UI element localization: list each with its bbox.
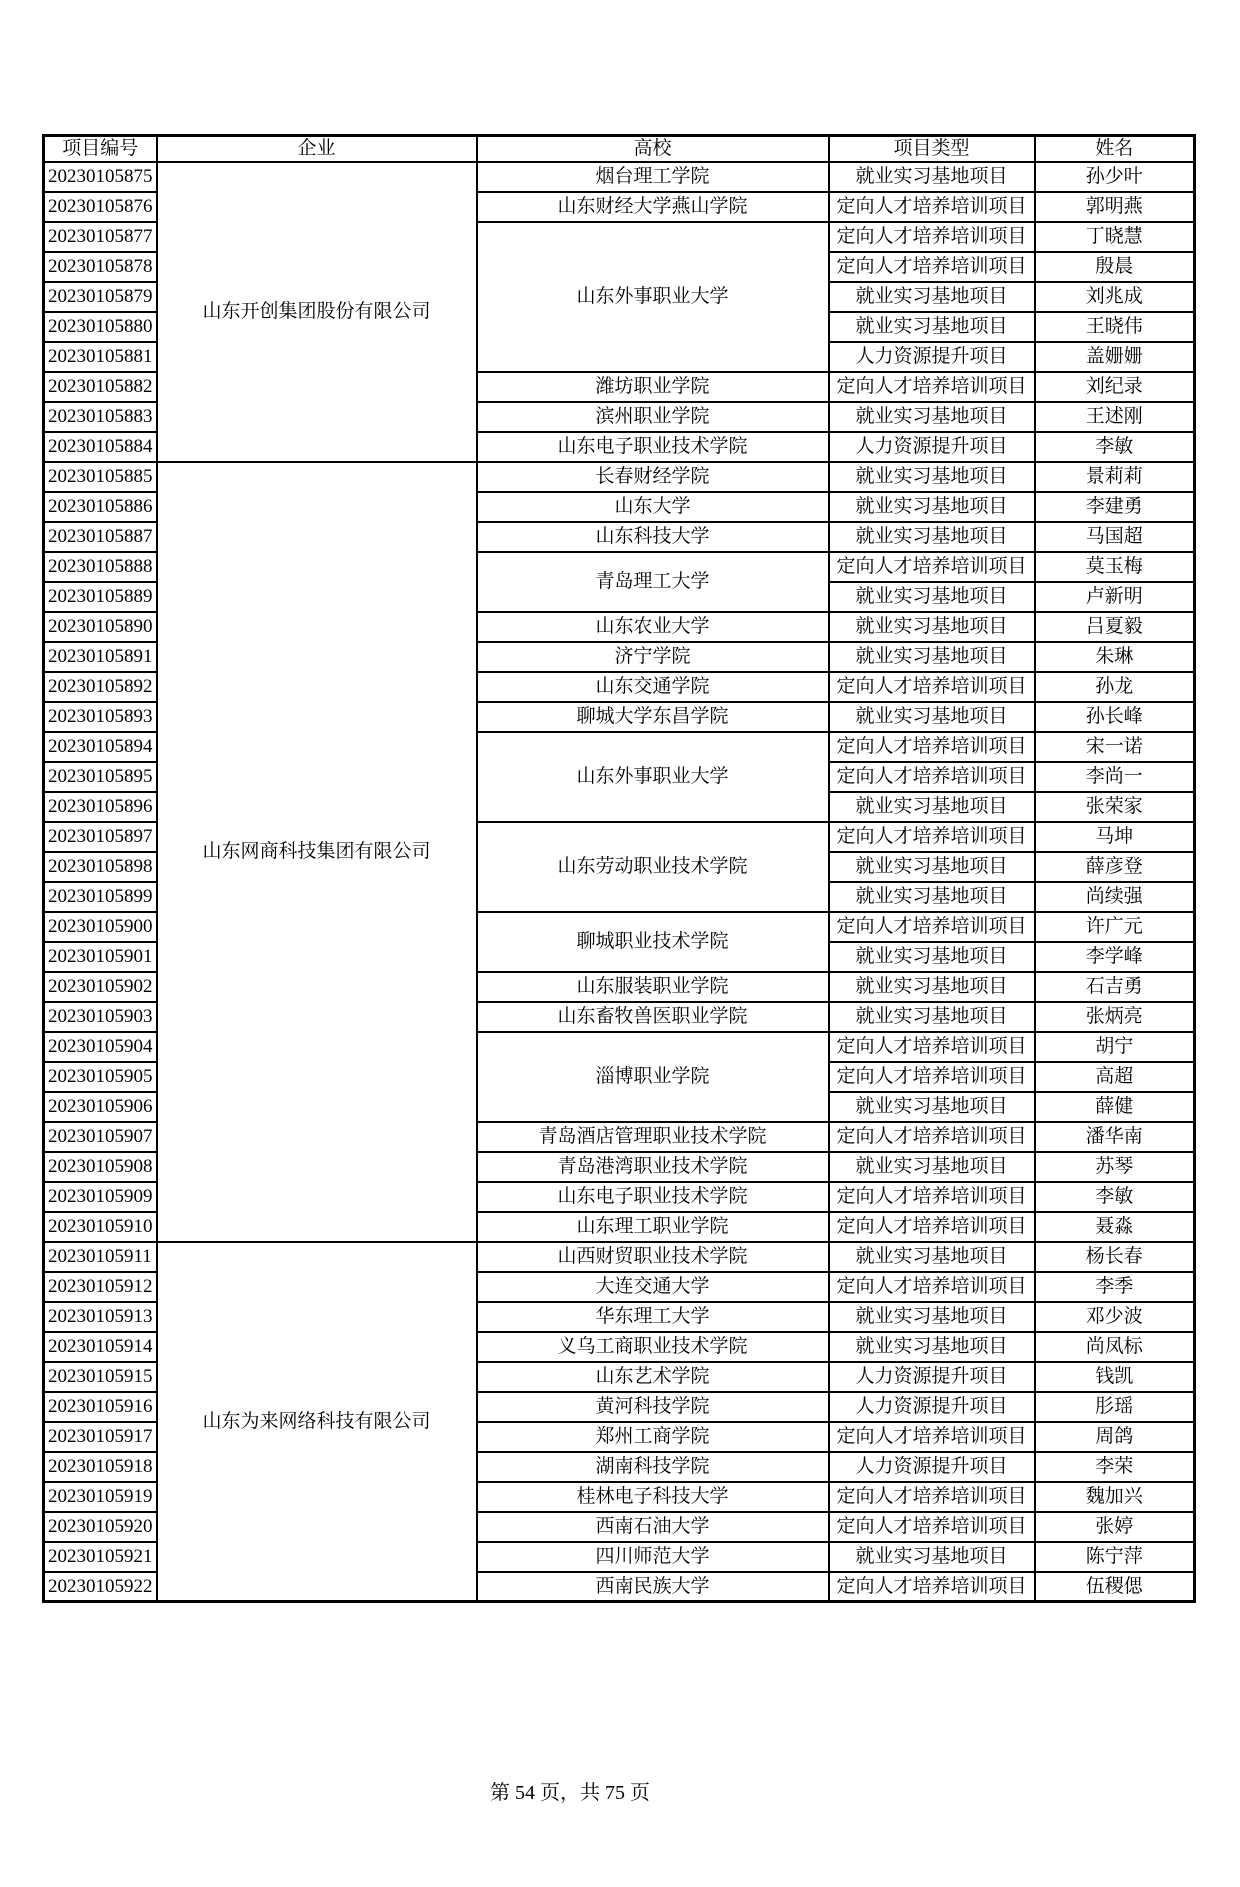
university-cell: 西南民族大学: [477, 1572, 829, 1602]
project-id-cell: 20230105908: [44, 1152, 157, 1182]
university-cell: 山东艺术学院: [477, 1362, 829, 1392]
university-cell: 滨州职业学院: [477, 402, 829, 432]
project-id-cell: 20230105894: [44, 732, 157, 762]
project-id-cell: 20230105901: [44, 942, 157, 972]
project-id-cell: 20230105897: [44, 822, 157, 852]
project-id-cell: 20230105915: [44, 1362, 157, 1392]
university-cell: 山东理工职业学院: [477, 1212, 829, 1242]
project-type-cell: 就业实习基地项目: [829, 492, 1035, 522]
name-cell: 李尚一: [1035, 762, 1195, 792]
project-id-cell: 20230105884: [44, 432, 157, 462]
project-id-cell: 20230105910: [44, 1212, 157, 1242]
name-cell: 郭明燕: [1035, 192, 1195, 222]
university-cell: 义乌工商职业技术学院: [477, 1332, 829, 1362]
project-id-cell: 20230105886: [44, 492, 157, 522]
name-cell: 陈宁萍: [1035, 1542, 1195, 1572]
name-cell: 刘纪录: [1035, 372, 1195, 402]
project-type-cell: 就业实习基地项目: [829, 642, 1035, 672]
university-cell: 聊城大学东昌学院: [477, 702, 829, 732]
university-cell: 山东电子职业技术学院: [477, 432, 829, 462]
table-row: [44, 462, 1195, 492]
project-id-cell: 20230105900: [44, 912, 157, 942]
name-cell: 钱凯: [1035, 1362, 1195, 1392]
university-cell: 山东电子职业技术学院: [477, 1182, 829, 1212]
name-cell: 魏加兴: [1035, 1482, 1195, 1512]
project-type-cell: 定向人才培养培训项目: [829, 1572, 1035, 1602]
project-type-cell: 定向人才培养培训项目: [829, 1482, 1035, 1512]
project-id-cell: 20230105878: [44, 252, 157, 282]
project-id-cell: 20230105889: [44, 582, 157, 612]
project-id-cell: 20230105902: [44, 972, 157, 1002]
name-cell: 伍稷偲: [1035, 1572, 1195, 1602]
name-cell: 朱琳: [1035, 642, 1195, 672]
project-id-cell: 20230105876: [44, 192, 157, 222]
project-id-cell: 20230105917: [44, 1422, 157, 1452]
project-id-cell: 20230105920: [44, 1512, 157, 1542]
name-cell: 尚凤标: [1035, 1332, 1195, 1362]
university-cell: 湖南科技学院: [477, 1452, 829, 1482]
university-cell: 山东科技大学: [477, 522, 829, 552]
name-cell: 景莉莉: [1035, 462, 1195, 492]
project-type-cell: 就业实习基地项目: [829, 1242, 1035, 1272]
university-cell: 大连交通大学: [477, 1272, 829, 1302]
name-cell: 尚续强: [1035, 882, 1195, 912]
project-id-cell: 20230105911: [44, 1242, 157, 1272]
project-type-cell: 定向人才培养培训项目: [829, 1062, 1035, 1092]
project-id-cell: 20230105898: [44, 852, 157, 882]
name-cell: 李季: [1035, 1272, 1195, 1302]
name-cell: 马坤: [1035, 822, 1195, 852]
name-cell: 杨长春: [1035, 1242, 1195, 1272]
university-cell: 青岛酒店管理职业技术学院: [477, 1122, 829, 1152]
university-cell: 烟台理工学院: [477, 162, 829, 192]
name-cell: 孙长峰: [1035, 702, 1195, 732]
project-type-cell: 就业实习基地项目: [829, 282, 1035, 312]
name-cell: 聂淼: [1035, 1212, 1195, 1242]
name-cell: 孙少叶: [1035, 162, 1195, 192]
project-type-cell: 就业实习基地项目: [829, 402, 1035, 432]
project-id-cell: 20230105875: [44, 162, 157, 192]
name-cell: 许广元: [1035, 912, 1195, 942]
project-type-cell: 定向人才培养培训项目: [829, 1212, 1035, 1242]
name-cell: 宋一诺: [1035, 732, 1195, 762]
document-page: [0, 134, 1240, 1804]
project-id-cell: 20230105883: [44, 402, 157, 432]
university-cell: 华东理工大学: [477, 1302, 829, 1332]
project-type-cell: 人力资源提升项目: [829, 342, 1035, 372]
project-type-cell: 定向人才培养培训项目: [829, 192, 1035, 222]
university-cell: 四川师范大学: [477, 1542, 829, 1572]
university-cell: 青岛理工大学: [477, 552, 829, 612]
project-id-cell: 20230105880: [44, 312, 157, 342]
project-type-cell: 就业实习基地项目: [829, 852, 1035, 882]
table-row: [44, 1242, 1195, 1272]
project-type-cell: 定向人才培养培训项目: [829, 1512, 1035, 1542]
project-id-cell: 20230105895: [44, 762, 157, 792]
university-cell: 山东外事职业大学: [477, 732, 829, 822]
university-cell: 桂林电子科技大学: [477, 1482, 829, 1512]
project-id-cell: 20230105891: [44, 642, 157, 672]
university-cell: 青岛港湾职业技术学院: [477, 1152, 829, 1182]
name-cell: 李荣: [1035, 1452, 1195, 1482]
project-id-cell: 20230105887: [44, 522, 157, 552]
project-type-cell: 定向人才培养培训项目: [829, 552, 1035, 582]
enterprise-cell: 山东为来网络科技有限公司: [157, 1242, 477, 1602]
project-type-cell: 就业实习基地项目: [829, 1302, 1035, 1332]
project-type-cell: 就业实习基地项目: [829, 1152, 1035, 1182]
project-type-cell: 定向人才培养培训项目: [829, 1182, 1035, 1212]
project-id-cell: 20230105919: [44, 1482, 157, 1512]
project-id-cell: 20230105907: [44, 1122, 157, 1152]
name-cell: 李敏: [1035, 432, 1195, 462]
name-cell: 薛彦登: [1035, 852, 1195, 882]
name-cell: 盖姗姗: [1035, 342, 1195, 372]
university-cell: 山东劳动职业技术学院: [477, 822, 829, 912]
project-id-cell: 20230105882: [44, 372, 157, 402]
project-type-cell: 人力资源提升项目: [829, 1392, 1035, 1422]
projects-table: [42, 134, 1196, 1603]
project-id-cell: 20230105888: [44, 552, 157, 582]
table-row: [44, 162, 1195, 192]
project-type-cell: 就业实习基地项目: [829, 972, 1035, 1002]
project-id-cell: 20230105893: [44, 702, 157, 732]
project-id-cell: 20230105905: [44, 1062, 157, 1092]
project-id-cell: 20230105881: [44, 342, 157, 372]
project-type-cell: 就业实习基地项目: [829, 702, 1035, 732]
name-cell: 李敏: [1035, 1182, 1195, 1212]
header-enterprise: 企业: [157, 136, 477, 162]
project-type-cell: 定向人才培养培训项目: [829, 822, 1035, 852]
project-type-cell: 定向人才培养培训项目: [829, 1422, 1035, 1452]
university-cell: 山西财贸职业技术学院: [477, 1242, 829, 1272]
project-type-cell: 就业实习基地项目: [829, 462, 1035, 492]
name-cell: 张炳亮: [1035, 1002, 1195, 1032]
header-project-id: 项目编号: [44, 136, 157, 162]
name-cell: 胡宁: [1035, 1032, 1195, 1062]
name-cell: 殷晨: [1035, 252, 1195, 282]
project-id-cell: 20230105904: [44, 1032, 157, 1062]
project-type-cell: 就业实习基地项目: [829, 582, 1035, 612]
university-cell: 黄河科技学院: [477, 1392, 829, 1422]
enterprise-cell: 山东网商科技集团有限公司: [157, 462, 477, 1242]
project-type-cell: 就业实习基地项目: [829, 942, 1035, 972]
name-cell: 潘华南: [1035, 1122, 1195, 1152]
name-cell: 吕夏毅: [1035, 612, 1195, 642]
university-cell: 山东服装职业学院: [477, 972, 829, 1002]
name-cell: 卢新明: [1035, 582, 1195, 612]
project-type-cell: 就业实习基地项目: [829, 1092, 1035, 1122]
header-name: 姓名: [1035, 136, 1195, 162]
project-id-cell: 20230105921: [44, 1542, 157, 1572]
name-cell: 邓少波: [1035, 1302, 1195, 1332]
project-id-cell: 20230105892: [44, 672, 157, 702]
name-cell: 周鸽: [1035, 1422, 1195, 1452]
project-type-cell: 定向人才培养培训项目: [829, 1032, 1035, 1062]
project-type-cell: 人力资源提升项目: [829, 1452, 1035, 1482]
project-id-cell: 20230105916: [44, 1392, 157, 1422]
project-id-cell: 20230105909: [44, 1182, 157, 1212]
name-cell: 刘兆成: [1035, 282, 1195, 312]
project-type-cell: 定向人才培养培训项目: [829, 912, 1035, 942]
university-cell: 山东大学: [477, 492, 829, 522]
name-cell: 高超: [1035, 1062, 1195, 1092]
project-id-cell: 20230105912: [44, 1272, 157, 1302]
header-row: [44, 136, 1195, 162]
project-type-cell: 定向人才培养培训项目: [829, 762, 1035, 792]
page-number: 第 54 页，共 75 页: [490, 1782, 650, 1804]
project-type-cell: 人力资源提升项目: [829, 432, 1035, 462]
name-cell: 薛健: [1035, 1092, 1195, 1122]
project-id-cell: 20230105899: [44, 882, 157, 912]
university-cell: 山东外事职业大学: [477, 222, 829, 372]
name-cell: 王晓伟: [1035, 312, 1195, 342]
name-cell: 石吉勇: [1035, 972, 1195, 1002]
name-cell: 张婷: [1035, 1512, 1195, 1542]
project-id-cell: 20230105903: [44, 1002, 157, 1032]
project-id-cell: 20230105906: [44, 1092, 157, 1122]
project-type-cell: 定向人才培养培训项目: [829, 252, 1035, 282]
project-type-cell: 就业实习基地项目: [829, 1332, 1035, 1362]
project-id-cell: 20230105918: [44, 1452, 157, 1482]
project-type-cell: 定向人才培养培训项目: [829, 222, 1035, 252]
university-cell: 郑州工商学院: [477, 1422, 829, 1452]
project-id-cell: 20230105922: [44, 1572, 157, 1602]
name-cell: 莫玉梅: [1035, 552, 1195, 582]
header-university: 高校: [477, 136, 829, 162]
name-cell: 肜瑶: [1035, 1392, 1195, 1422]
university-cell: 山东交通学院: [477, 672, 829, 702]
name-cell: 马国超: [1035, 522, 1195, 552]
project-id-cell: 20230105914: [44, 1332, 157, 1362]
name-cell: 张荣家: [1035, 792, 1195, 822]
project-id-cell: 20230105879: [44, 282, 157, 312]
name-cell: 孙龙: [1035, 672, 1195, 702]
project-id-cell: 20230105896: [44, 792, 157, 822]
project-type-cell: 定向人才培养培训项目: [829, 732, 1035, 762]
project-type-cell: 就业实习基地项目: [829, 162, 1035, 192]
enterprise-cell: 山东开创集团股份有限公司: [157, 162, 477, 462]
project-type-cell: 定向人才培养培训项目: [829, 672, 1035, 702]
project-id-cell: 20230105890: [44, 612, 157, 642]
project-id-cell: 20230105885: [44, 462, 157, 492]
name-cell: 李学峰: [1035, 942, 1195, 972]
name-cell: 苏琴: [1035, 1152, 1195, 1182]
project-type-cell: 就业实习基地项目: [829, 312, 1035, 342]
university-cell: 聊城职业技术学院: [477, 912, 829, 972]
university-cell: 潍坊职业学院: [477, 372, 829, 402]
project-id-cell: 20230105913: [44, 1302, 157, 1332]
university-cell: 长春财经学院: [477, 462, 829, 492]
university-cell: 山东畜牧兽医职业学院: [477, 1002, 829, 1032]
project-type-cell: 人力资源提升项目: [829, 1362, 1035, 1392]
project-type-cell: 就业实习基地项目: [829, 1542, 1035, 1572]
university-cell: 西南石油大学: [477, 1512, 829, 1542]
university-cell: 山东农业大学: [477, 612, 829, 642]
name-cell: 丁晓慧: [1035, 222, 1195, 252]
project-type-cell: 就业实习基地项目: [829, 882, 1035, 912]
project-type-cell: 就业实习基地项目: [829, 792, 1035, 822]
name-cell: 王述刚: [1035, 402, 1195, 432]
name-cell: 李建勇: [1035, 492, 1195, 522]
header-project-type: 项目类型: [829, 136, 1035, 162]
project-type-cell: 定向人才培养培训项目: [829, 1122, 1035, 1152]
university-cell: 山东财经大学燕山学院: [477, 192, 829, 222]
project-type-cell: 就业实习基地项目: [829, 1002, 1035, 1032]
university-cell: 济宁学院: [477, 642, 829, 672]
project-type-cell: 定向人才培养培训项目: [829, 1272, 1035, 1302]
project-type-cell: 定向人才培养培训项目: [829, 372, 1035, 402]
project-type-cell: 就业实习基地项目: [829, 522, 1035, 552]
project-type-cell: 就业实习基地项目: [829, 612, 1035, 642]
university-cell: 淄博职业学院: [477, 1032, 829, 1122]
project-id-cell: 20230105877: [44, 222, 157, 252]
